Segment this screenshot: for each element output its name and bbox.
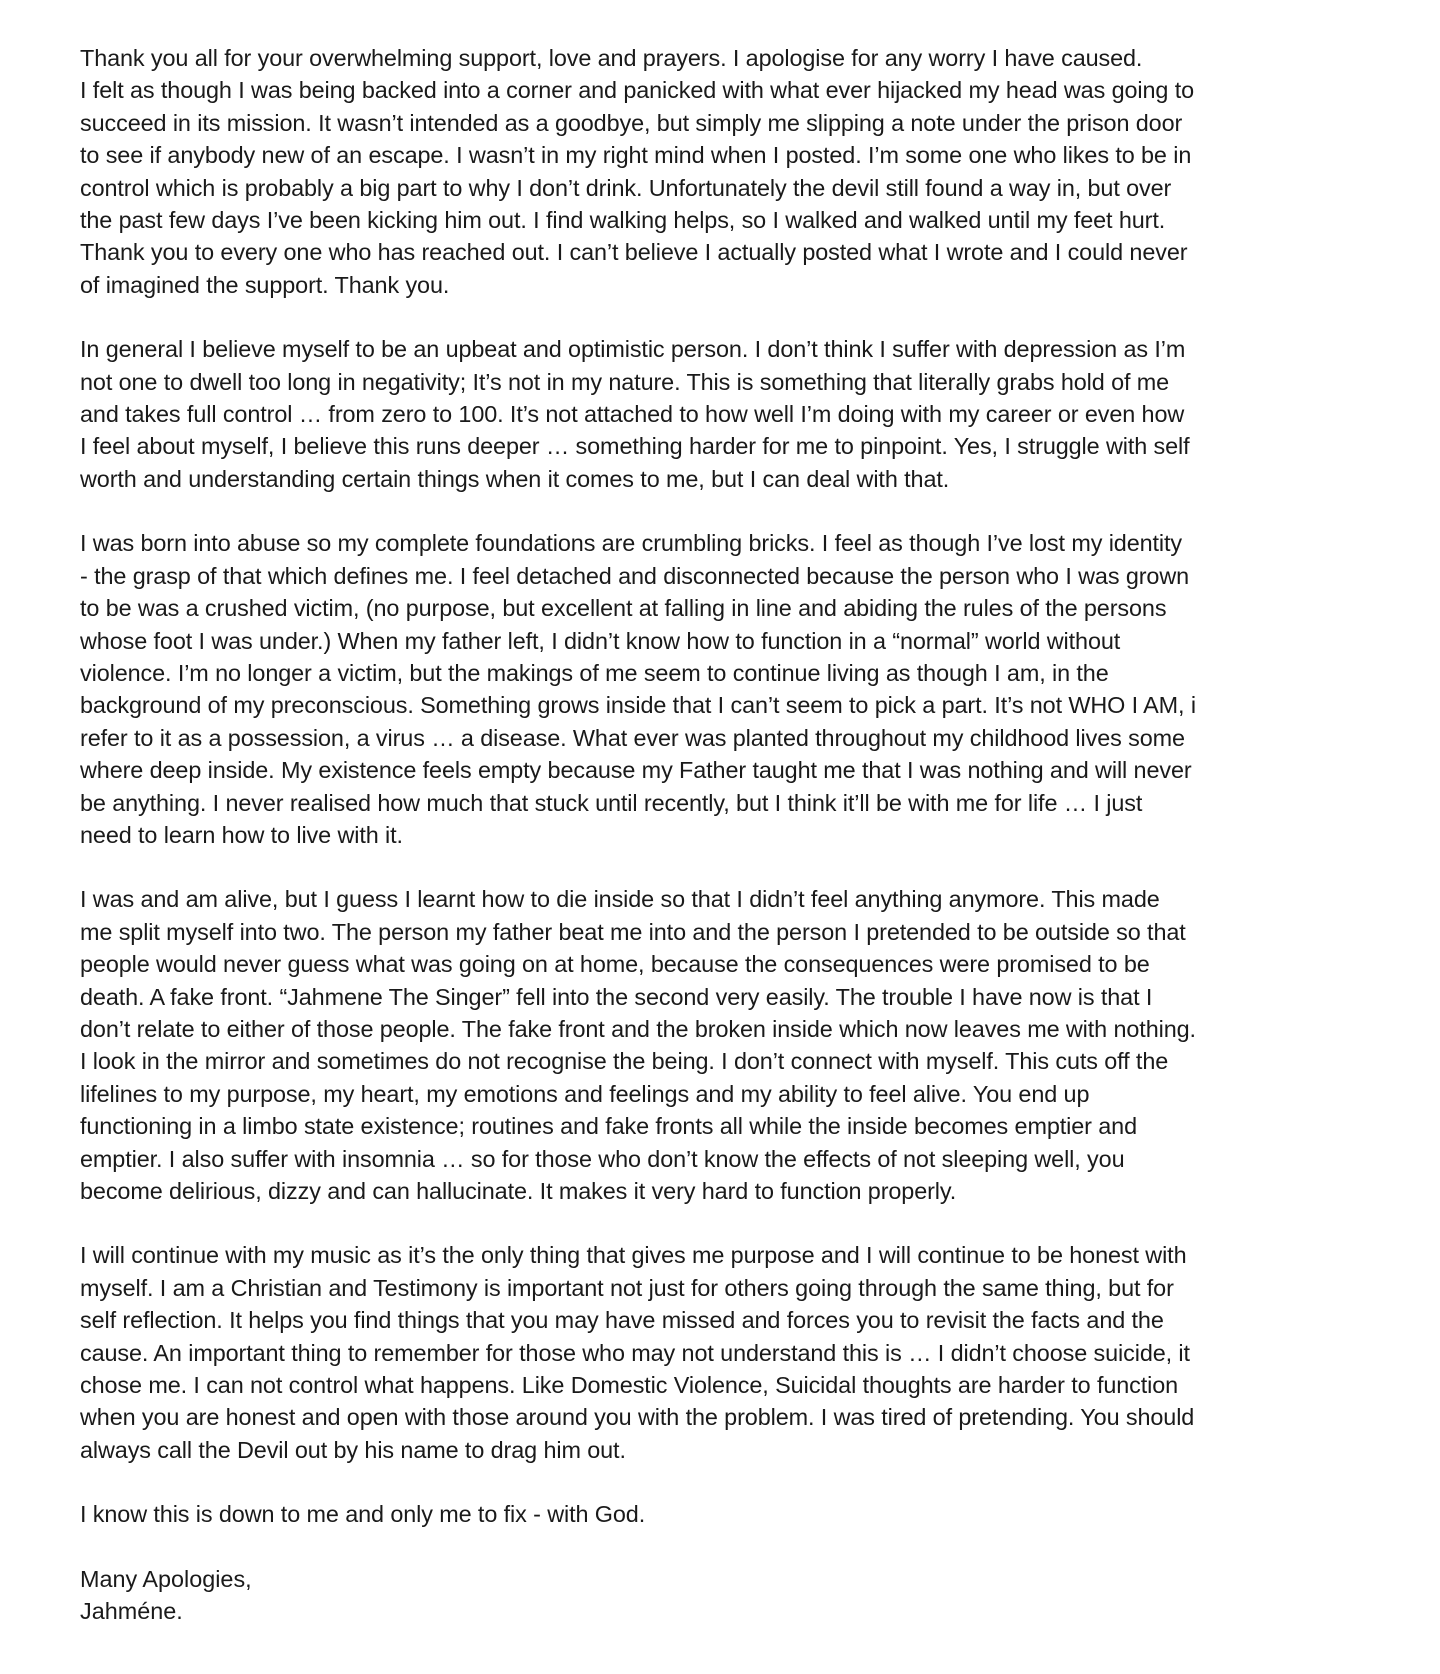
text-line: worth and understanding certain things when it comes to me, but I can deal with that. — [80, 465, 950, 492]
paragraph-gratitude — [80, 42, 1388, 301]
text-line: Thank you all for your overwhelming support, love and prayers. I apologise for any worry I have caused. — [80, 45, 1143, 71]
text-line: violence. I’m no longer a victim, but the makings of me seem to continue living as though I am, in the — [80, 659, 1109, 686]
paragraph-split-self — [80, 883, 1388, 1207]
text-line: In general I believe myself to be an upbeat and optimistic person. I don’t think I suffer with depression as I’m — [80, 336, 1186, 363]
text-line: I felt as though I was being backed into a corner and panicked with what ever hijacked my head was going to — [80, 77, 1195, 104]
text-line: death. A fake front. “Jahmene The Singer” fell into the second very easily. The trouble I have now is that I — [80, 983, 1153, 1010]
text-line: not one to dwell too long in negativity; It’s not in my nature. This is something that literally grabs hold of me — [80, 368, 1170, 395]
text-line: I will continue with my music as it’s the only thing that gives me purpose and I will continue to be honest with — [80, 1242, 1187, 1269]
text-line: of imagined the support. Thank you. — [80, 271, 450, 298]
text-line: where deep inside. My existence feels empty because my Father taught me that I was nothing and will never — [80, 757, 1192, 784]
text-line: myself. I am a Christian and Testimony is important not just for others going through the same thing, but for — [80, 1274, 1174, 1301]
text-line: people would never guess what was going on at home, because the consequences were promised to be — [80, 951, 1150, 978]
paragraph-optimism — [80, 333, 1388, 495]
text-line: succeed in its mission. It wasn’t intended as a goodbye, but simply me slipping a note under the prison door — [80, 109, 1183, 136]
text-line: chose me. I can not control what happens. Like Domestic Violence, Suicidal thoughts are harder to function — [80, 1372, 1179, 1399]
text-line: emptier. I also suffer with insomnia … so for those who don’t know the effects of not sleeping well, you — [80, 1145, 1125, 1172]
text-line: to see if anybody new of an escape. I wasn’t in my right mind when I posted. I’m some one who likes to be in — [80, 142, 1192, 169]
paragraph-closing-thought — [80, 1498, 1388, 1530]
text-line: don’t relate to either of those people. The fake front and the broken inside which now leaves me with nothing. — [80, 1015, 1196, 1042]
text-line: self reflection. It helps you find things that you may have missed and forces you to revisit the facts and the — [80, 1307, 1164, 1334]
text-line: I feel about myself, I believe this runs deeper … something harder for me to pinpoint. Yes, I struggle with self — [80, 433, 1190, 460]
text-line: lifelines to my purpose, my heart, my emotions and feelings and my ability to feel alive. You end up — [80, 1080, 1090, 1107]
text-line: become delirious, dizzy and can hallucinate. It makes it very hard to function properly. — [80, 1178, 957, 1204]
text-line: be anything. I never realised how much that stuck until recently, but I think it’ll be with me for life … I just — [80, 789, 1143, 816]
text-line: refer to it as a possession, a virus … a disease. What ever was planted throughout my childhood lives some — [80, 724, 1185, 751]
text-line: and takes full control … from zero to 100. It’s not attached to how well I’m doing with my career or even how — [80, 401, 1185, 428]
text-line: background of my preconscious. Something grows inside that I can’t seem to pick a part. It’s not WHO I AM, i — [80, 692, 1196, 719]
text-line: Thank you to every one who has reached out. I can’t believe I actually posted what I wrote and I could never — [80, 239, 1188, 266]
text-line: whose foot I was under.) When my father left, I didn’t know how to function in a “normal” world without — [80, 627, 1121, 654]
paragraph-abuse — [80, 527, 1388, 851]
paragraph-music-faith — [80, 1239, 1388, 1466]
signoff-closing: Many Apologies, — [80, 1565, 252, 1592]
text-line: control which is probably a big part to why I don’t drink. Unfortunately the devil still found a way in, but over — [80, 174, 1172, 201]
text-line: need to learn how to live with it. — [80, 821, 403, 848]
text-line: the past few days I’ve been kicking him out. I find walking helps, so I walked and walked until my feet hurt. — [80, 207, 1166, 234]
text-line: I look in the mirror and sometimes do not recognise the being. I don’t connect with myself. This cuts off the — [80, 1048, 1169, 1075]
text-line: functioning in a limbo state existence; routines and fake fronts all while the inside becomes emptier and — [80, 1113, 1137, 1140]
text-line: - the grasp of that which defines me. I feel detached and disconnected because the person who I was grown — [80, 562, 1190, 589]
text-line: always call the Devil out by his name to drag him out. — [80, 1436, 626, 1463]
text-line: me split myself into two. The person my father beat me into and the person I pretended to be outside so that — [80, 918, 1186, 945]
signoff-name: Jahméne. — [80, 1598, 183, 1625]
text-line: I was born into abuse so my complete foundations are crumbling bricks. I feel as though I’ve lost my identity — [80, 530, 1183, 557]
text-line: I was and am alive, but I guess I learnt how to die inside so that I didn’t feel anything anymore. This made — [80, 886, 1160, 913]
text-line: cause. An important thing to remember for those who may not understand this is … I didn’t choose suicide, it — [80, 1339, 1190, 1366]
text-line: I know this is down to me and only me to fix - with God. — [80, 1501, 646, 1528]
signoff — [80, 1563, 1388, 1628]
text-line: when you are honest and open with those around you with the problem. I was tired of pretending. You should — [80, 1404, 1195, 1431]
text-line: to be was a crushed victim, (no purpose, but excellent at falling in line and abiding the rules of the persons — [80, 595, 1167, 622]
